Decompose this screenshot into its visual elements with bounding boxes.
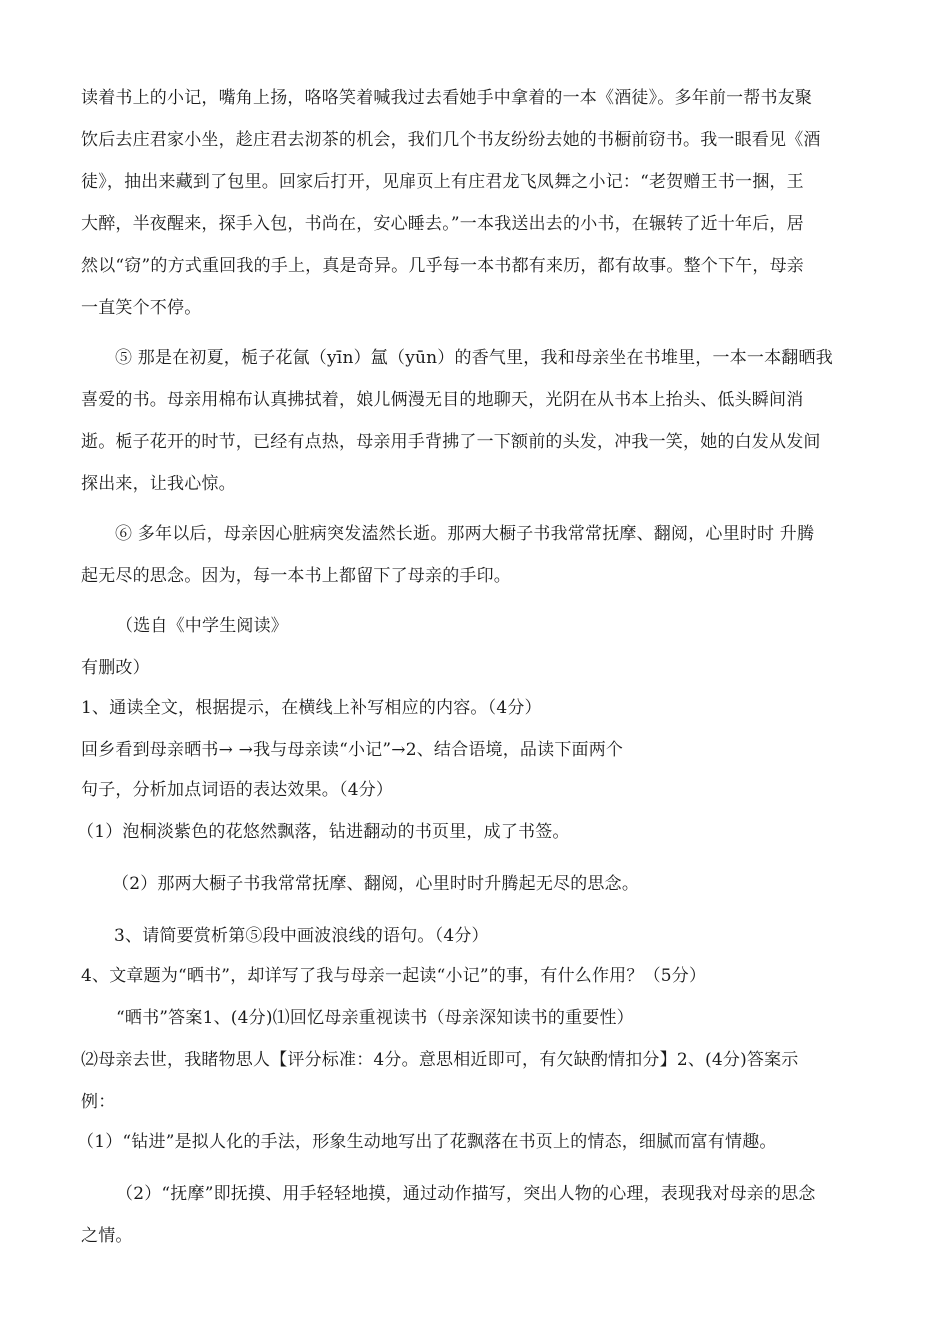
paragraph-5-start: ⑤ 那是在初夏，栀子花氤（yīn）氲（yūn）的香气里，我和母亲坐在书堆里，一本一本翻晒我 <box>115 348 833 368</box>
text-line: 起无尽的思念。因为，每一本书上都留下了母亲的手印。 <box>81 566 511 586</box>
question-2-sentence-1: （1）泡桐淡紫色的花悠然飘落，钻进翻动的书页里，成了书签。 <box>77 822 570 842</box>
question-2-cont: 句子，分析加点词语的表达效果。（4分） <box>81 780 394 800</box>
answer-line: 例： <box>81 1092 116 1112</box>
text-line: 一直笑个不停。 <box>81 298 202 318</box>
source-note-cont: 有删改） <box>81 658 150 678</box>
paragraph-6-start: ⑥ 多年以后，母亲因心脏病突发溘然长逝。那两大橱子书我常常抚摩、翻阅，心里时时 升腾 <box>115 524 815 544</box>
question-1-flow: 回乡看到母亲晒书→ →我与母亲读“小记”→2、结合语境，品读下面两个 <box>81 740 624 760</box>
text-line: 大醉，半夜醒来，探手入包，书尚在，安心睡去。”一本我送出去的小书，在辗转了近十年后，居 <box>81 214 804 234</box>
text-line: 逝。栀子花开的时节，已经有点热，母亲用手背拂了一下额前的头发，冲我一笑，她的白发从发间 <box>81 432 821 452</box>
text-line: 徒》，抽出来藏到了包里。回家后打开，见扉页上有庄君龙飞凤舞之小记：“老贺赠王书一捆，王 <box>81 172 804 192</box>
question-3: 3、请简要赏析第⑤段中画波浪线的语句。（4分） <box>114 926 489 946</box>
text-line: 然以“窃”的方式重回我的手上，真是奇异。几乎每一本书都有来历，都有故事。整个下午，母亲 <box>81 256 804 276</box>
text-line: 饮后去庄君家小坐，趁庄君去沏茶的机会，我们几个书友纷纷去她的书橱前窃书。我一眼看见《酒 <box>81 130 821 150</box>
question-1: 1、通读全文，根据提示，在横线上补写相应的内容。（4分） <box>81 698 542 718</box>
answer-heading: “晒书”答案1、(4分)⑴回忆母亲重视读书（母亲深知读书的重要性） <box>116 1008 634 1028</box>
answer-2-cont: 之情。 <box>81 1226 133 1246</box>
text-line: 喜爱的书。母亲用棉布认真拂拭着，娘儿俩漫无目的地聊天，光阴在从书本上抬头、低头瞬间消 <box>81 390 804 410</box>
source-note: （选自《中学生阅读》 <box>116 616 288 636</box>
answer-line: ⑵母亲去世，我睹物思人【评分标准：4分。意思相近即可，有欠缺酌情扣分】2、(4分)答案示 <box>81 1050 799 1070</box>
question-4: 4、文章题为“晒书”，却详写了我与母亲一起读“小记”的事，有什么作用？（5分） <box>81 966 707 986</box>
answer-2: （2）“抚摩”即抚摸、用手轻轻地摸，通过动作描写，突出人物的心理，表现我对母亲的思念 <box>116 1184 816 1204</box>
text-line: 探出来，让我心惊。 <box>81 474 236 494</box>
question-2-sentence-2: （2）那两大橱子书我常常抚摩、翻阅，心里时时升腾起无尽的思念。 <box>112 874 640 894</box>
text-line: 读着书上的小记，嘴角上扬，咯咯笑着喊我过去看她手中拿着的一本《酒徒》。多年前一帮书友聚 <box>81 88 813 108</box>
answer-1: （1）“钻进”是拟人化的手法，形象生动地写出了花飘落在书页上的情态，细腻而富有情趣。 <box>77 1132 777 1152</box>
